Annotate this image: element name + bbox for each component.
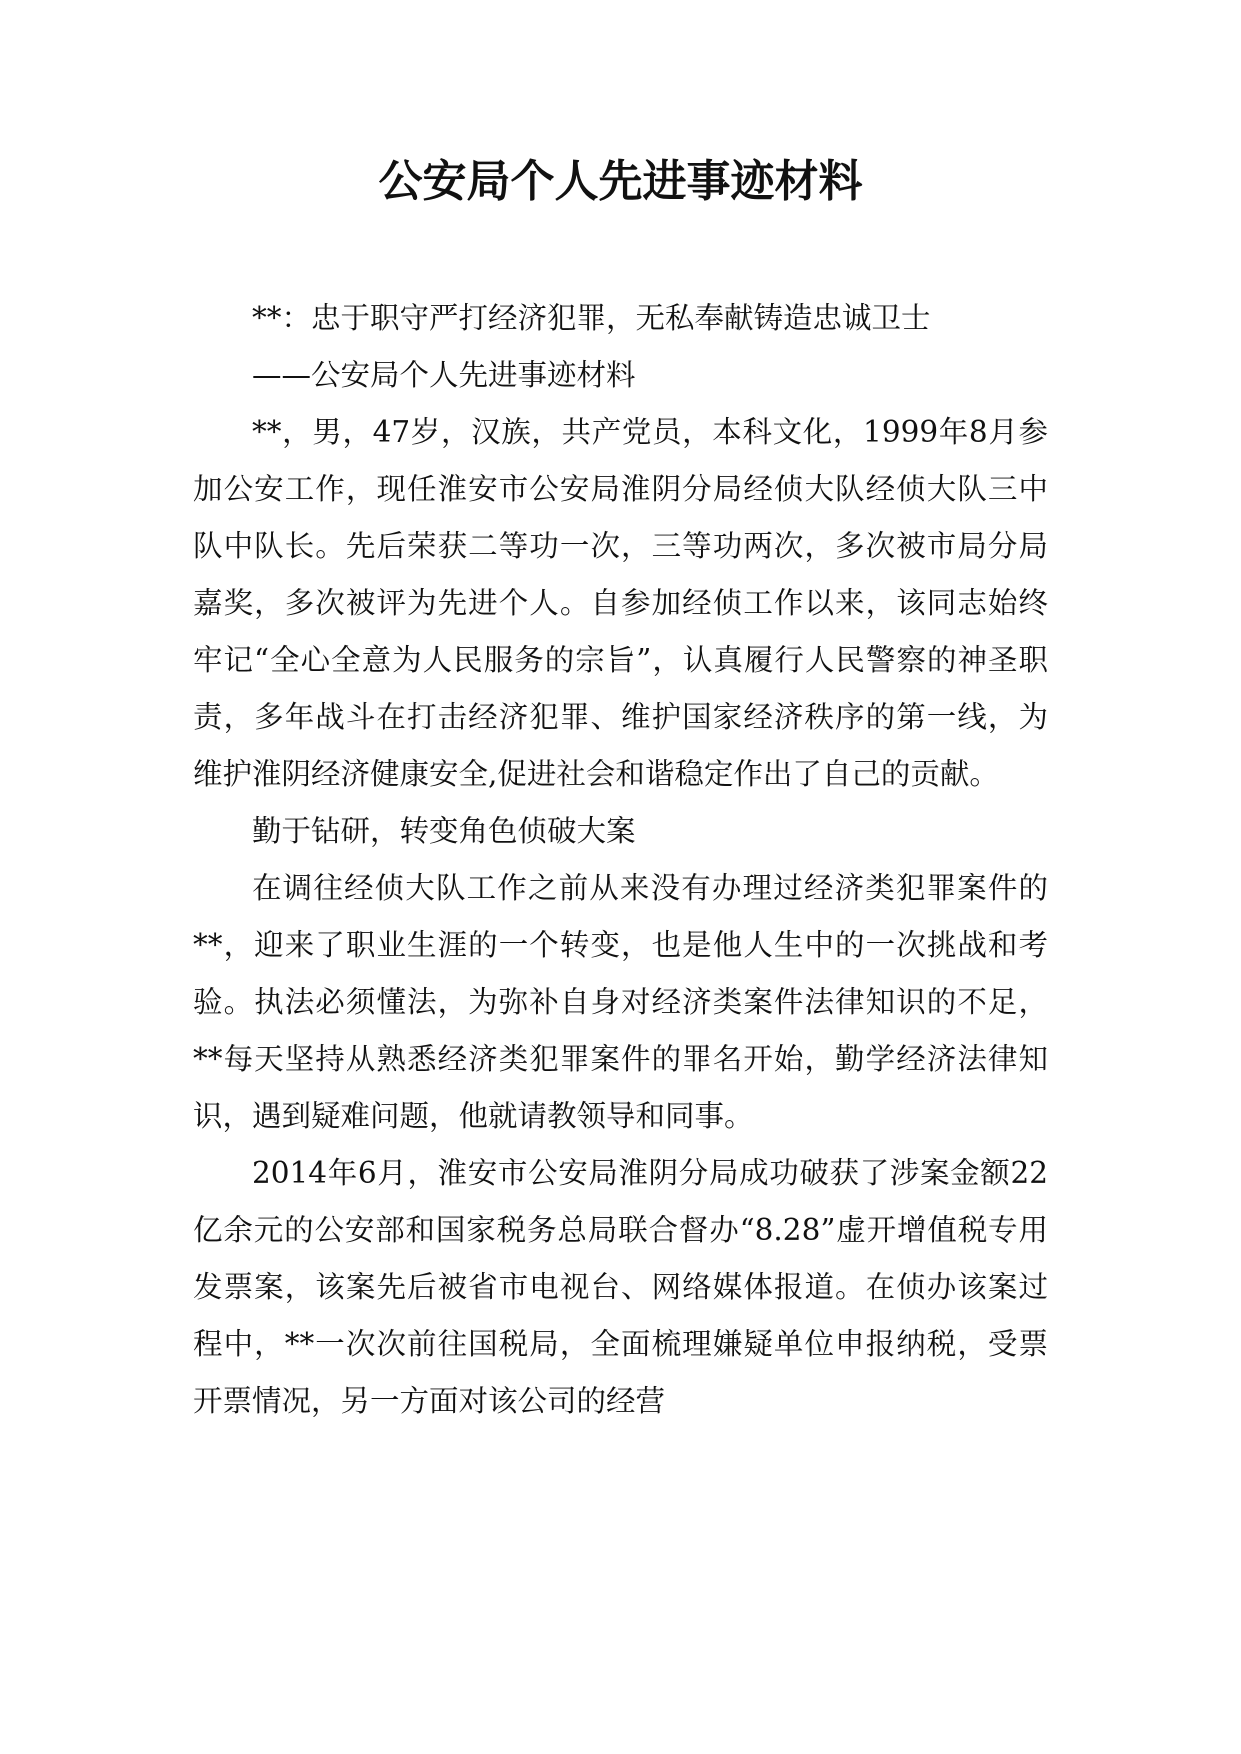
paragraph-case: 2014年6月，淮安市公安局淮阴分局成功破获了涉案金额22亿余元的公安部和国家税务总局联合督办“8.28”虚开增值税专用发票案，该案先后被省市电视台、网络媒体报道。在侦办该案过程中，**一次次前往国税局，全面梳理嫌疑单位申报纳税，受票开票情况，另一方面对该公司的经营: [193, 1156, 1048, 1418]
document-title: 公安局个人先进事迹材料: [378, 156, 863, 207]
document-body: [193, 290, 1048, 1430]
paragraph-study: 在调往经侦大队工作之前从来没有办理过经济类犯罪案件的**，迎来了职业生涯的一个转变，也是他人生中的一次挑战和考验。执法必须懂法，为弥补自身对经济类案件法律知识的不足，**每天坚持从熟悉经济类犯罪案件的罪名开始，勤学经济法律知识，遇到疑难问题，他就请教领导和同事。: [193, 871, 1048, 1133]
subtitle-line: **：忠于职守严打经济犯罪，无私奉献铸造忠诚卫士: [252, 301, 931, 335]
section-heading: 勤于钻研，转变角色侦破大案: [252, 814, 636, 848]
subtitle-dash-line: ——公安局个人先进事迹材料: [252, 358, 636, 392]
paragraph-intro: **，男，47岁，汉族，共产党员，本科文化，1999年8月参加公安工作，现任淮安市公安局淮阴分局经侦大队经侦大队三中队中队长。先后荣获二等功一次，三等功两次，多次被市局分局嘉奖，多次被评为先进个人。自参加经侦工作以来，该同志始终牢记“全心全意为人民服务的宗旨”，认真履行人民警察的神圣职责，多年战斗在打击经济犯罪、维护国家经济秩序的第一线，为维护淮阴经济健康安全,促进社会和谐稳定作出了自己的贡献。: [193, 415, 1048, 791]
